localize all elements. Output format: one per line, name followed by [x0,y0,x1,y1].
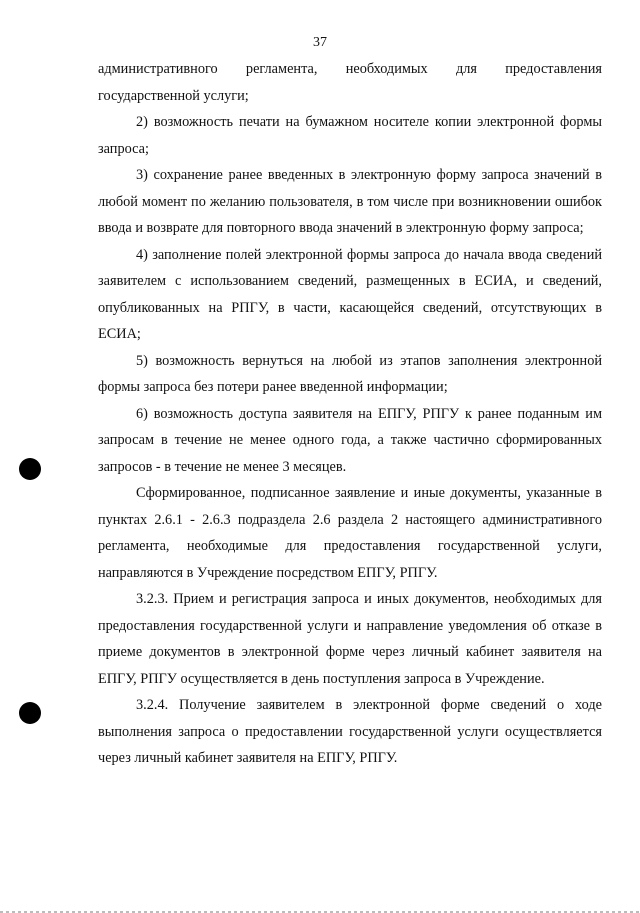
punch-hole-top [19,458,41,480]
paragraph-section-3-2-4: 3.2.4. Получение заявителем в электронной форме сведений о ходе выполнения запроса о предоставлении государственной услуги осуществляется через личный кабинет заявителя на ЕПГУ, РПГУ. [98,697,602,766]
paragraph-formed-application: Сформированное, подписанное заявление и иные документы, указанные в пунктах 2.6.1 - 2.6.3 подраздела 2.6 раздела 2 настоящего административного регламента, необходимые для предоставления государственной услуги, направляются в Учреждение посредством ЕПГУ, РПГУ. [98,485,602,581]
punch-hole-bottom [19,702,41,724]
paragraph-item-4: 4) заполнение полей электронной формы запроса до начала ввода сведений заявителем с использованием сведений, размещенных в ЕСИА, и сведений, опубликованных на РПГУ, в части, касающейся сведений, отсутствующих в ЕСИА; [98,246,602,342]
page-number: 37 [313,35,327,50]
paragraph-item-3: 3) сохранение ранее введенных в электронную форму запроса значений в любой момент по желанию пользователя, в том числе при возникновении ошибок ввода и возврате для повторного ввода значений в электронную форму запроса; [98,167,602,236]
paragraph-item-5: 5) возможность вернуться на любой из этапов заполнения электронной формы запроса без потери ранее введенной информации; [98,352,602,395]
paragraph-regulation-continuation: административного регламента, необходимых для предоставления государственной услуги; [98,61,602,104]
paragraph-item-6: 6) возможность доступа заявителя на ЕПГУ, РПГУ к ранее поданным им запросам в течение не менее одного года, а также частично сформированных запросов - в течение не менее 3 месяцев. [98,405,602,475]
paragraph-item-2: 2) возможность печати на бумажном носителе копии электронной формы запроса; [98,114,602,157]
paragraph-section-3-2-3: 3.2.3. Прием и регистрация запроса и иных документов, необходимых для предоставления государственной услуги и направление уведомления об отказе в приеме документов в электронной форме через личный кабинет заявителя на ЕПГУ, РПГУ осуществляется в день поступления запроса в Учреждение. [98,591,602,687]
document-body [98,56,602,772]
